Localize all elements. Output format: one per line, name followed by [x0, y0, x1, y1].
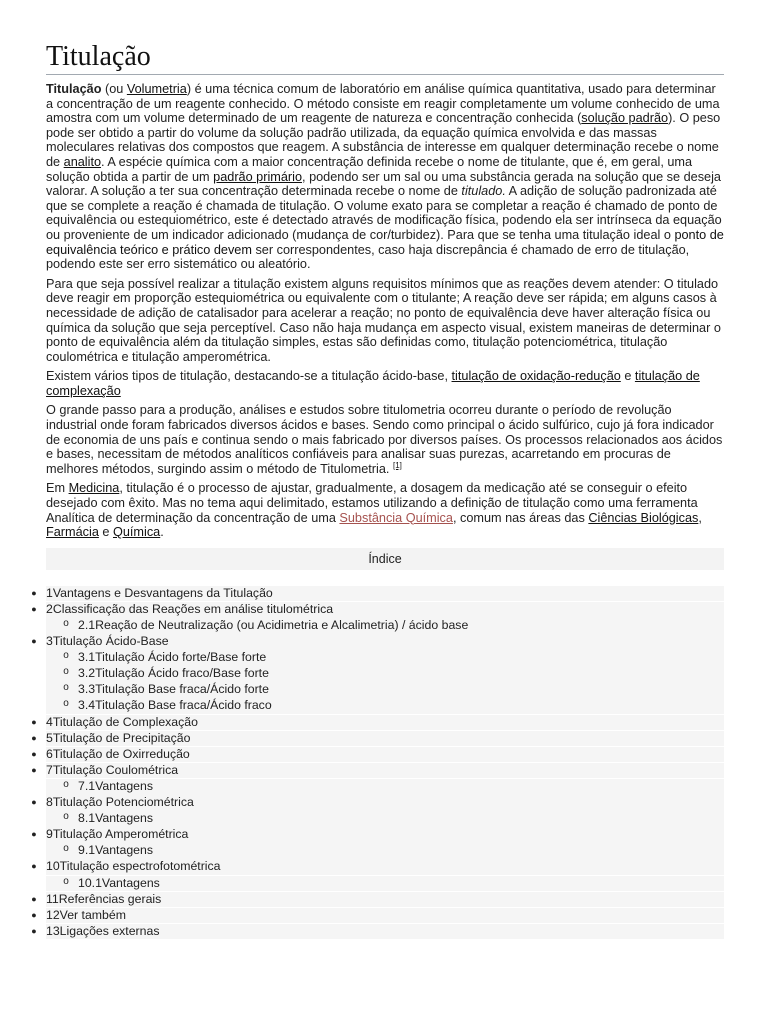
text: ) é uma técnica comum de laboratório em análise química quantitativa, usado para determinar a concentração de um reagente conhecido. O método consiste em reagir completamente um volume conhecido de uma amostra com um volume determinado de um reagente de natureza e concentração conhecida ( — [46, 82, 720, 126]
text: . A espécie química com a maior concentração definida recebe o nome de titulante, que é, em geral, uma solução obtida a partir de um — [46, 154, 693, 184]
toc-item[interactable] — [22, 763, 724, 779]
bullet-icon: ● — [31, 797, 37, 808]
text: (ou — [101, 82, 127, 96]
bullet-icon: ● — [31, 861, 37, 872]
toc-link[interactable]: 13Ligações externas — [46, 923, 160, 938]
toc-item[interactable] — [22, 650, 724, 666]
toc-row — [46, 715, 724, 731]
text: , titulação é o processo de ajustar, gradualmente, a dosagem da medicação até se conseguir o efeito desejado com êxito. Mas no tema aqui delimitado, estamos utilizando a definição de titulação como uma ferramenta Analítica de determinação da concentração de uma — [46, 481, 698, 525]
toc-row — [46, 795, 724, 811]
toc-row — [46, 876, 724, 892]
text: A adição de solução padronizada até que se complete a reação é chamada de titulação. O volume exato para se completar a reação é chamado de ponto de equivalência ou estequiométrico, este é detectado através de modificação física, podendo ela ser intrínseca da equação ou proveniente de um indicador adicionado (mudança de cor/turbidez). Para que se tenha uma titulação ideal o — [46, 184, 722, 242]
toc-item[interactable] — [22, 892, 724, 908]
link-medicina[interactable]: Medicina — [68, 481, 120, 496]
circle-bullet-icon: o — [63, 843, 69, 855]
paragraph-medicina — [46, 481, 724, 539]
term-titulado: titulado. — [461, 184, 506, 199]
text: Em — [46, 481, 69, 496]
toc-item[interactable] — [22, 682, 724, 698]
link-solucao-padrao[interactable]: solução padrão — [581, 111, 669, 126]
circle-bullet-icon: o — [63, 811, 69, 823]
toc-link[interactable]: 2.1Reação de Neutralização (ou Acidimetria e Alcalimetria) / ácido base — [78, 618, 469, 632]
term-titulacao: Titulação — [46, 82, 102, 96]
toc-link[interactable]: 6Titulação de Oxirredução — [46, 746, 190, 761]
toc-item[interactable] — [22, 859, 724, 875]
link-oxidacao-reducao[interactable]: titulação de oxidação-redução — [451, 369, 621, 384]
circle-bullet-icon: o — [63, 666, 69, 678]
toc-row — [46, 908, 724, 924]
paragraph-historia — [46, 403, 724, 476]
page-title: Titulação — [46, 40, 724, 75]
text: , comum nas áreas das — [452, 510, 589, 525]
link-substancia-quimica[interactable]: Substância Química — [339, 510, 453, 525]
toc-item[interactable] — [22, 908, 724, 924]
toc-item[interactable] — [22, 843, 724, 859]
toc-item[interactable] — [22, 924, 724, 940]
toc-link[interactable]: 5Titulação de Precipitação — [46, 730, 191, 745]
toc-row — [46, 682, 724, 698]
text: Existem vários tipos de titulação, destacando-se a titulação ácido-base, — [46, 369, 452, 384]
toc-link[interactable]: 3.1Titulação Ácido forte/Base forte — [78, 650, 267, 665]
toc-link[interactable]: 8.1Vantagens — [78, 811, 153, 826]
circle-bullet-icon: o — [63, 875, 69, 887]
bullet-icon: ● — [31, 764, 37, 775]
bullet-icon: ● — [31, 829, 37, 840]
bullet-icon: ● — [31, 603, 37, 614]
bullet-icon: ● — [31, 909, 37, 920]
reference-link[interactable]: [1] — [392, 460, 402, 470]
toc-item[interactable] — [22, 666, 724, 682]
toc-item[interactable] — [22, 586, 724, 602]
toc-link[interactable]: 1Vantagens e Desvantagens da Titulação — [46, 585, 273, 600]
toc-row — [46, 827, 724, 843]
toc-row — [46, 731, 724, 747]
text: , — [698, 510, 702, 525]
toc-item[interactable] — [22, 634, 724, 650]
toc-link[interactable]: 9Titulação Amperométrica — [46, 827, 189, 842]
link-volumetria[interactable]: Volumetria — [126, 82, 187, 96]
bullet-icon: ● — [31, 636, 37, 647]
link-complexacao[interactable]: titulação de complexação — [46, 369, 700, 398]
toc-item[interactable] — [22, 747, 724, 763]
toc-item[interactable] — [22, 618, 724, 634]
toc-row — [46, 763, 724, 779]
bullet-icon: ● — [31, 716, 37, 727]
toc-row — [46, 618, 724, 634]
circle-bullet-icon: o — [63, 650, 69, 662]
toc-item[interactable] — [22, 602, 724, 618]
toc-item[interactable] — [22, 795, 724, 811]
text: ). O peso pode ser obtido a partir do volume da solução padrão utilizada, da equação química envolvida e das massas moleculares relativas dos compostos que reagem. A substância de interesse em qualquer determinação recebe o nome de — [46, 111, 721, 169]
bullet-icon: ● — [31, 893, 37, 904]
toc-link[interactable]: 3Titulação Ácido-Base — [46, 634, 169, 649]
link-farmacia[interactable]: Farmácia — [46, 525, 99, 540]
toc-item[interactable] — [22, 731, 724, 747]
toc-row — [46, 892, 724, 908]
toc-item[interactable] — [22, 876, 724, 892]
toc-link[interactable]: 7Titulação Coulométrica — [46, 762, 179, 777]
paragraph-requisitos: Para que seja possível realizar a titulação existem alguns requisitos mínimos que as reações devem atender: O titulado deve reagir em proporção estequiométrica ou equivalente com o titulante; A reação deve ser rápida; em alguns casos à necessidade de adição de catalisador para acelerar a reação; no ponto de equivalência deve haver alteração física ou química da solução que seja perceptível. Caso não haja mudança em aspecto visual, existem maneiras de determinar o ponto de equivalência além da titulação simples, estas são definidas como, titulação potenciométrica, titulação coulométrica e titulação amperométrica. — [46, 276, 721, 364]
bullet-icon: ● — [31, 925, 37, 936]
text: e — [620, 369, 635, 384]
toc-link[interactable]: 9.1Vantagens — [78, 843, 153, 858]
toc-row — [46, 698, 724, 714]
toc-row — [46, 586, 724, 602]
toc-item[interactable] — [22, 698, 724, 714]
toc-link[interactable]: 12Ver também — [46, 907, 126, 922]
text: . — [160, 525, 164, 540]
toc-row — [46, 779, 724, 795]
toc-row — [46, 666, 724, 682]
paragraph-intro — [46, 82, 724, 272]
toc-row — [46, 634, 724, 650]
toc-row — [46, 650, 724, 666]
toc-link[interactable]: 7.1Vantagens — [78, 778, 153, 793]
article — [31, 40, 724, 939]
bullet-icon: ● — [31, 732, 37, 743]
toc-link[interactable]: 3.3Titulação Base fraca/Ácido forte — [78, 682, 269, 697]
table-of-contents — [22, 586, 724, 940]
toc-link[interactable]: 11Referências gerais — [46, 891, 162, 906]
bullet-icon: ● — [31, 587, 37, 598]
toc-link[interactable]: 10.1Vantagens — [78, 875, 160, 890]
toc-row — [46, 602, 724, 618]
toc-link[interactable]: 8Titulação Potenciométrica — [46, 795, 194, 810]
bullet-icon: ● — [31, 748, 37, 759]
toc-link[interactable]: 10Titulação espectrofotométrica — [46, 859, 221, 874]
toc-link[interactable]: 2Classificação das Reações em análise titulométrica — [46, 601, 334, 616]
text: O grande passo para a produção, análises e estudos sobre titulometria ocorreu durante o período de revolução industrial onde foram fabricados diversos ácidos e bases. Sendo como principal o ácido sulfúrico, cujo já fora indicador de economia de uns país e continua sendo o mais fabricado por diversos países. Os processos relacionados aos ácidos e bases, necessitam de métodos analíticos confiáveis para analisar suas purezas, acarretando em procuras de melhores métodos, surgindo assim o método de Titulometria. — [46, 403, 723, 476]
link-ciencias-biologicas[interactable]: Ciências Biológicas — [588, 510, 699, 525]
circle-bullet-icon: o — [63, 618, 69, 629]
text: e — [98, 525, 113, 540]
paragraph-tipos — [46, 369, 724, 398]
toc-item[interactable] — [22, 827, 724, 843]
toc-link[interactable]: 3.2Titulação Ácido fraco/Base forte — [78, 666, 269, 681]
toc-row — [46, 811, 724, 827]
link-padrao-primario[interactable]: padrão primário — [213, 169, 303, 184]
toc-row — [46, 924, 724, 940]
toc-row — [46, 843, 724, 859]
circle-bullet-icon: o — [63, 778, 69, 790]
circle-bullet-icon: o — [63, 698, 69, 710]
text: , podendo ser um sal ou uma substância gerada na solução que se deseja valorar. A solução a ter sua concentração determinada recebe o nome de — [46, 169, 721, 199]
text: ser correspondentes, caso haja discrepância é chamado de erro de titulação, podendo este ser erro sistemático ou aleatório. — [46, 242, 690, 272]
toc-row — [46, 747, 724, 763]
toc-link[interactable]: 3.4Titulação Base fraca/Ácido fraco — [78, 698, 272, 713]
toc-item[interactable] — [22, 779, 724, 795]
link-quimica[interactable]: Química — [112, 525, 161, 540]
toc-row — [46, 859, 724, 875]
link-analito[interactable]: analito — [63, 154, 102, 169]
toc-item[interactable] — [22, 715, 724, 731]
toc-link[interactable]: 4Titulação de Complexação — [46, 714, 198, 729]
highlight-ponto-equivalencia: ponto de equivalência teórico e prático devem — [46, 227, 724, 257]
circle-bullet-icon: o — [63, 682, 69, 694]
toc-item[interactable] — [22, 811, 724, 827]
toc-heading: Índice — [46, 548, 724, 570]
